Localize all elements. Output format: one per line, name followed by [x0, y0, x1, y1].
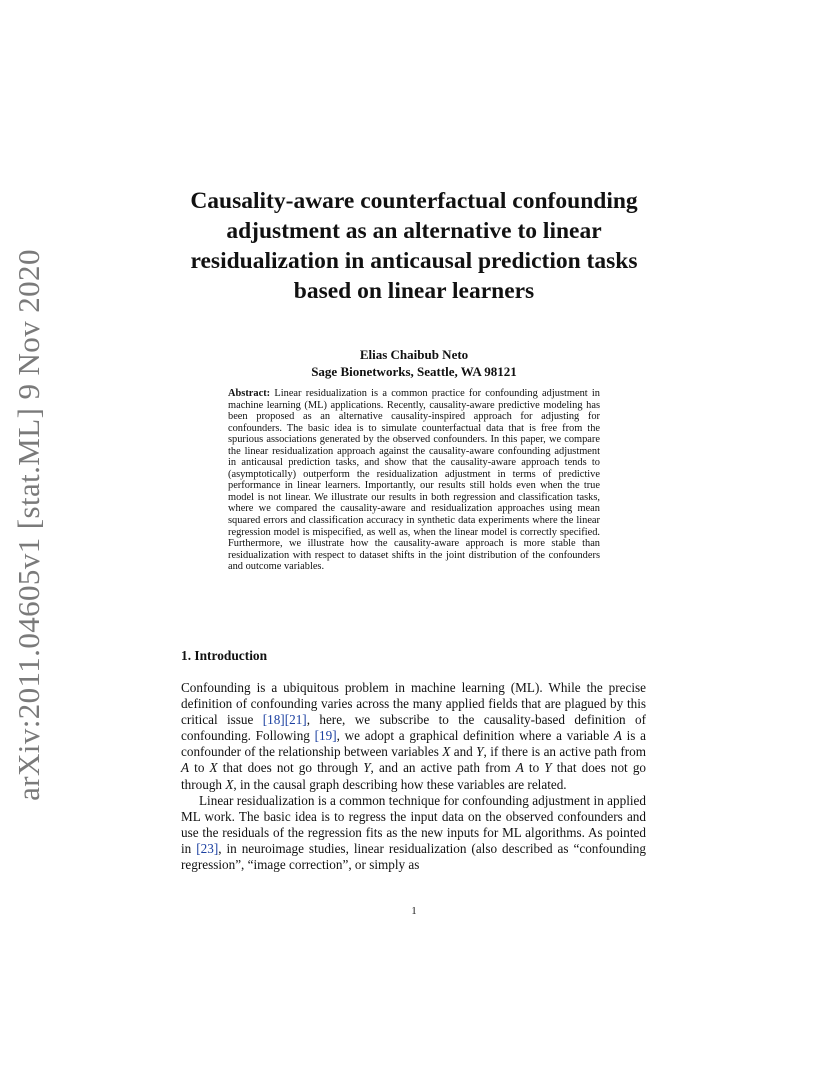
author-affiliation: Sage Bionetworks, Seattle, WA 98121 — [311, 364, 517, 379]
section-heading-introduction: 1. Introduction — [181, 648, 268, 663]
abstract-label: Abstract: — [228, 388, 271, 399]
abstract — [228, 388, 600, 573]
text: Confounding is a ubiquitous problem in machine learning (ML). While the precise definition of confounding varies across the many applied fields that are plagued by this critical issue — [181, 680, 646, 728]
text: to — [189, 760, 210, 776]
citation-link[interactable]: [19] — [314, 728, 337, 744]
text: , we adopt a graphical definition where a variable — [336, 728, 614, 744]
math-variable: Y — [476, 744, 484, 760]
text: , if there is an active path from — [483, 744, 646, 760]
citation-link[interactable]: [18] — [262, 712, 285, 728]
math-variable: X — [225, 776, 234, 792]
abstract-text: Linear residualization is a common practice for confounding adjustment in machine learning (ML) applications. Recently, causality-aware predictive modeling has been proposed as an alternative causality-inspired approach for adjusting for confounders. The basic idea is to simulate counterfactual data that is free from the spurious associations generated by the observed confounders. In this paper, we compare the linear residualization approach against the causality-aware confounding adjustment in anticausal prediction tasks, and show that the causality-aware approach tends to (asymptotically) outperform the residualization adjustment in terms of predictive performance in linear learners. Importantly, our results still holds even when the true model is not linear. We illustrate our results in both regression and classification tasks, where we compared the causality-aware and residualization approaches using mean squared errors and classification accuracy in synthetic data experiments where the linear regression model is mispecified, as well as, when the linear model is correctly specified. Furthermore, we illustrate how the causality-aware approach is more stable than residualization with respect to dataset shifts in the joint distribution of the confounders and outcome variables. — [228, 388, 600, 573]
text: that does not go through — [217, 760, 364, 776]
text: is a confounder of the relationship between variables — [181, 728, 647, 760]
introduction-paragraph-1 — [181, 680, 646, 793]
math-variable: A — [613, 728, 622, 744]
paper-title: Causality-aware counterfactual confounding adjustment as an alternative to linear residualization in anticausal prediction tasks based on linear learners — [190, 188, 638, 304]
math-variable: X — [209, 760, 218, 776]
arxiv-identifier-stamp — [4, 249, 54, 801]
introduction-paragraph-2 — [181, 793, 646, 873]
math-variable: A — [181, 760, 190, 776]
math-variable: A — [515, 760, 524, 776]
arxiv-identifier-text: arXiv:2011.04605v1 [stat.ML] 9 Nov 2020 — [11, 249, 47, 801]
page-number: 1 — [411, 906, 417, 917]
citation-link[interactable]: [21] — [284, 712, 307, 728]
math-variable: Y — [363, 760, 371, 776]
math-variable: Y — [544, 760, 552, 776]
math-variable: X — [442, 744, 451, 760]
citation-link[interactable]: [23] — [196, 840, 219, 856]
text: that does not go through — [181, 760, 647, 792]
text: , in neuroimage studies, linear residualization (also described as “confounding regression”, “image correction”, or simply as — [181, 840, 646, 873]
text: Linear residualization is a common technique for confounding adjustment in applied ML work. The basic idea is to regress the input data on the observed confounders and use the residuals of the regression fits as the new inputs for ML algorithms. As pointed in — [181, 792, 646, 856]
text: to — [523, 760, 545, 776]
text: , in the causal graph describing how these variables are related. — [233, 776, 567, 792]
text: , and an active path from — [370, 760, 516, 776]
author-name: Elias Chaibub Neto — [359, 347, 469, 362]
text: , here, we subscribe to the causality-based definition of confounding. Following — [181, 712, 646, 744]
introduction-body — [181, 680, 646, 873]
text: and — [450, 744, 477, 760]
